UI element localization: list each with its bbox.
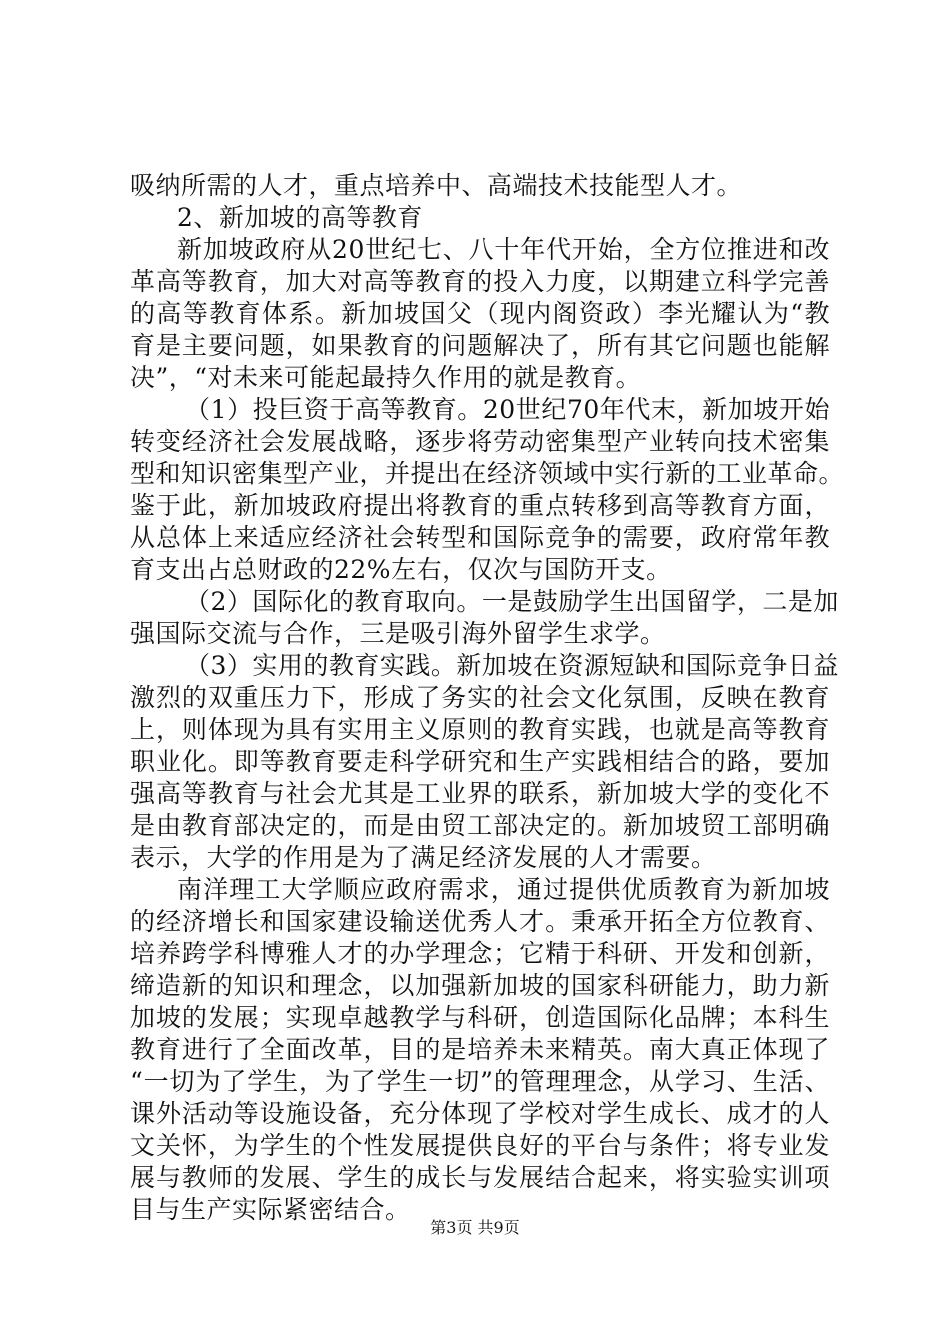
text-line: 决”，“对未来可能起最持久作用的就是教育。 [130,363,642,392]
text-line: 展与教师的发展、学生的成长与发展结合起来，将实验实训项 [130,1163,830,1192]
text-line: （1）投巨资于高等教育。20世纪70年代末，新加坡开始 [185,395,830,424]
text-line: 鉴于此，新加坡政府提出将教育的重点转移到高等教育方面， [130,491,830,520]
text-line: 育是主要问题，如果教育的问题解决了，所有其它问题也能解 [130,331,830,360]
text-line: 育支出占总财政的22%左右，仅次与国防开支。 [130,555,672,584]
text-line: 的经济增长和国家建设输送优秀人才。秉承开拓全方位教育、 [130,907,830,936]
text-line: 上，则体现为具有实用主义原则的教育实践，也就是高等教育 [130,715,830,744]
text-line: 的高等教育体系。新加坡国父（现内阁资政）李光耀认为“教 [130,299,830,328]
text-line: 强高等教育与社会尤其是工业界的联系，新加坡大学的变化不 [130,779,830,808]
text-line: 强国际交流与合作，三是吸引海外留学生求学。 [130,619,666,648]
text-line: 型和知识密集型产业，并提出在经济领域中实行新的工业革命。 [130,459,845,488]
text-line: （3）实用的教育实践。新加坡在资源短缺和国际竞争日益 [185,651,839,680]
text-line: 新加坡政府从20世纪七、八十年代开始，全方位推进和改 [177,235,830,264]
text-line: “一切为了学生，为了学生一切”的管理理念，从学习、生活、 [130,1067,830,1096]
text-line: 南洋理工大学顺应政府需求，通过提供优质教育为新加坡 [177,875,830,904]
text-line: （2）国际化的教育取向。一是鼓励学生出国留学，二是加 [185,587,839,616]
text-line: 加坡的发展；实现卓越教学与科研，创造国际化品牌；本科生 [130,1003,830,1032]
text-line: 课外活动等设施设备，充分体现了学校对学生成长、成才的人 [130,1099,830,1128]
text-line: 表示，大学的作用是为了满足经济发展的人才需要。 [130,843,717,872]
text-line: 目与生产实际紧密结合。 [130,1195,411,1224]
text-line: 激烈的双重压力下，形成了务实的社会文化氛围，反映在教育 [130,683,830,712]
text-line: 从总体上来适应经济社会转型和国际竞争的需要，政府常年教 [130,523,830,552]
text-line: 文关怀，为学生的个性发展提供良好的平台与条件；将专业发 [130,1131,830,1160]
document-body [130,170,845,1226]
text-line: 职业化。即等教育要走科学研究和生产实践相结合的路，要加 [130,747,830,776]
section-heading: 2、新加坡的高等教育 [177,203,423,232]
text-line: 是由教育部决定的，而是由贸工部决定的。新加坡贸工部明确 [130,811,830,840]
text-line: 缔造新的知识和理念，以加强新加坡的国家科研能力，助力新 [130,971,830,1000]
text-line: 培养跨学科博雅人才的办学理念；它精于科研、开发和创新， [130,939,830,968]
text-line: 教育进行了全面改革，目的是培养未来精英。南大真正体现了 [130,1035,830,1064]
text-line: 革高等教育，加大对高等教育的投入力度，以期建立科学完善 [130,267,830,296]
text-line: 吸纳所需的人才，重点培养中、高端技术技能型人才。 [130,171,743,200]
text-line: 转变经济社会发展战略，逐步将劳动密集型产业转向技术密集 [130,427,830,456]
page-number-footer: 第3页 共9页 [430,1218,520,1237]
